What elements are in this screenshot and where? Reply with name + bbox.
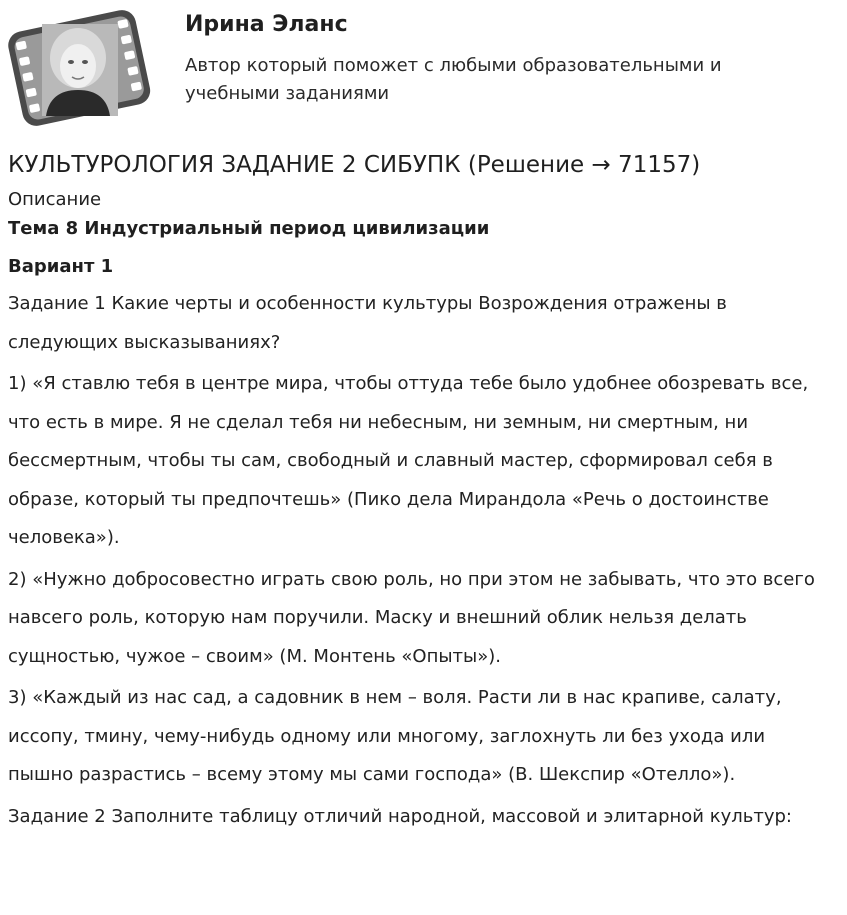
quote-2-paragraph: 2) «Нужно добросовестно играть свою роль, но при этом не забывать, что это всего навсего роль, которую нам поручили. Маску и внешний облик нельзя делать сущностью, чужое – своим» (М. Монтень «Опыты»). <box>8 568 815 667</box>
task-2-paragraph: Задание 2 Заполните таблицу отличий народной, массовой и элитарной культур: <box>8 805 792 827</box>
task-1-paragraph: Задание 1 Какие черты и особенности культуры Возрождения отражены в следующих высказываниях? <box>8 293 727 353</box>
author-avatar[interactable] <box>6 6 152 128</box>
topic-heading: Тема 8 Индустриальный период цивилизации <box>8 218 490 239</box>
quote-3-paragraph: 3) «Каждый из нас сад, а садовник в нем – воля. Расти ли в нас крапиве, салату, иссопу, тмину, чему-нибудь одному или многому, заглохнуть ли без ухода или пышно разрастись – всему этому мы сами господа» (В. Шекспир «Отелло»). <box>8 687 782 785</box>
quote-1-paragraph: 1) «Я ставлю тебя в центре мира, чтобы оттуда тебе было удобнее обозревать все, что есть в мире. Я не сделал тебя ни небесным, ни земным, ни смертным, ни бессмертным, чтобы ты сам, свободный и славный мастер, сформировал себя в образе, который ты предпочтешь» (Пико дела Мирандола «Речь о достоинстве человека»). <box>8 373 809 548</box>
variant-heading: Вариант 1 <box>8 256 114 277</box>
author-name[interactable]: Ирина Эланс <box>185 12 348 37</box>
description-label: Описание <box>8 189 102 210</box>
document-title: КУЛЬТУРОЛОГИЯ ЗАДАНИЕ 2 СИБУПК (Решение → 71157) <box>8 152 701 178</box>
document-content <box>8 146 828 836</box>
author-description: Автор который поможет с любыми образовательными и учебными заданиями <box>185 55 722 104</box>
author-header <box>0 0 847 140</box>
